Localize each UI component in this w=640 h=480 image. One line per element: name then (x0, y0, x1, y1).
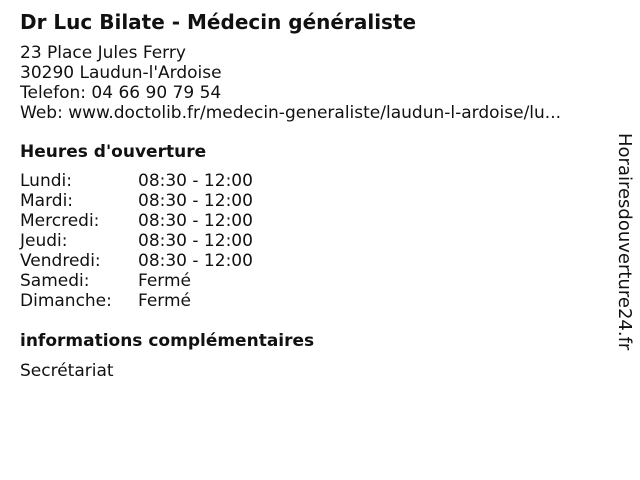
time-value: 08:30 - 12:00 (138, 191, 253, 211)
day-label: Jeudi: (20, 231, 68, 251)
opening-hours-list (20, 171, 590, 311)
hours-row-sunday (20, 291, 590, 311)
address-line-2: 30290 Laudun-l'Ardoise (20, 63, 222, 83)
opening-hours-heading: Heures d'ouverture (20, 142, 207, 162)
day-label: Vendredi: (20, 251, 101, 271)
brand-watermark-text: Horairesdouverture24.fr (614, 133, 635, 351)
day-label: Samedi: (20, 271, 90, 291)
hours-row-wednesday (20, 211, 590, 231)
time-value: Fermé (138, 271, 192, 291)
doctor-listing (20, 9, 590, 381)
time-value: Fermé (138, 291, 192, 311)
address-line-1: 23 Place Jules Ferry (20, 43, 186, 63)
time-value: 08:30 - 12:00 (138, 231, 253, 251)
website-link[interactable]: Web: www.doctolib.fr/medecin-generaliste/laudun-l-ardoise/lu... (20, 103, 562, 123)
day-label: Lundi: (20, 171, 72, 191)
time-value: 08:30 - 12:00 (138, 251, 253, 271)
hours-row-tuesday (20, 191, 590, 211)
day-label: Dimanche: (20, 291, 112, 311)
time-value: 08:30 - 12:00 (138, 171, 253, 191)
day-label: Mercredi: (20, 211, 100, 231)
phone-number[interactable]: Telefon: 04 66 90 79 54 (20, 83, 222, 103)
hours-row-saturday (20, 271, 590, 291)
hours-row-monday (20, 171, 590, 191)
day-label: Mardi: (20, 191, 74, 211)
site-brand (609, 133, 639, 373)
hours-row-friday (20, 251, 590, 271)
additional-info-heading: informations complémentaires (20, 331, 315, 351)
time-value: 08:30 - 12:00 (138, 211, 253, 231)
additional-info-text: Secrétariat (20, 361, 114, 381)
hours-row-thursday (20, 231, 590, 251)
page-title: Dr Luc Bilate - Médecin généraliste (20, 10, 417, 34)
